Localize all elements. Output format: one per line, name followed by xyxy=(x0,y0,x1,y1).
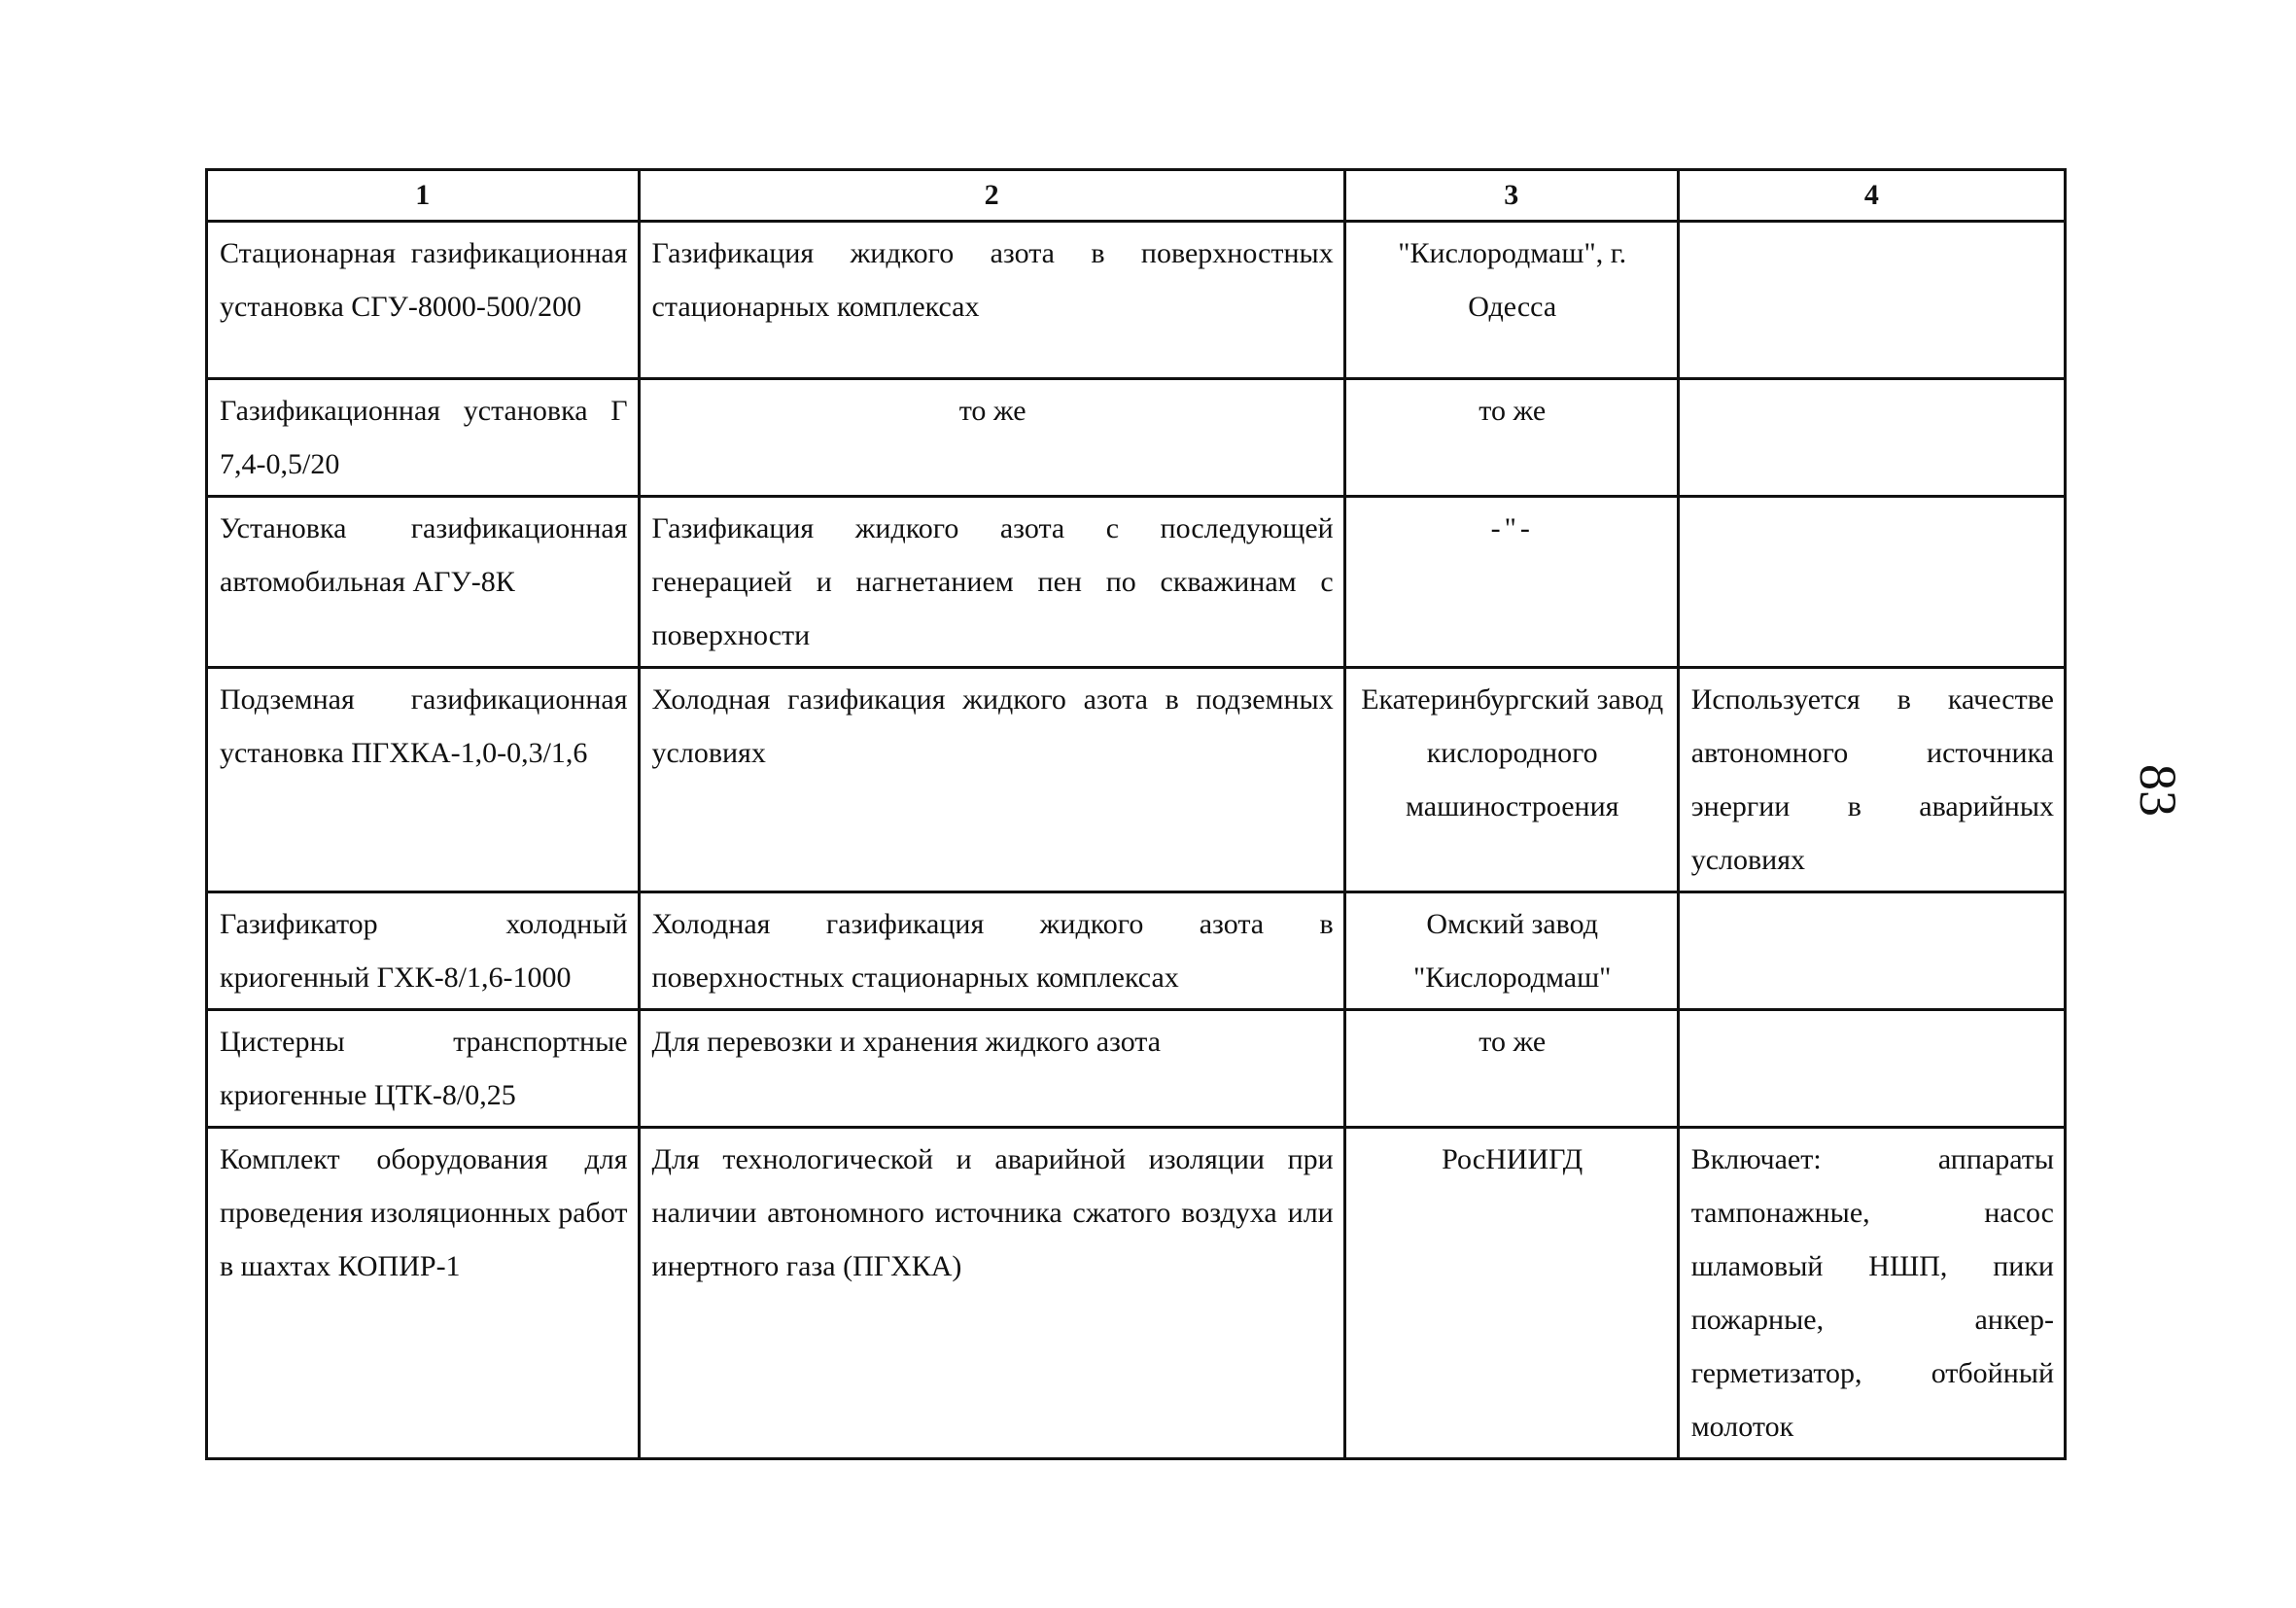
table-row xyxy=(207,1010,2066,1128)
equipment-name: Подземная газификационная установка ПГХКА-1,0-0,3/1,6 xyxy=(207,668,640,892)
equipment-manufacturer: то же xyxy=(1344,1010,1678,1128)
equipment-name: Цистерны транспортные криогенные ЦТК-8/0,25 xyxy=(207,1010,640,1128)
equipment-purpose: Холодная газификация жидкого азота в подземных условиях xyxy=(639,668,1344,892)
table-row xyxy=(207,379,2066,497)
equipment-name: Установка газификационная автомобильная АГУ-8К xyxy=(207,497,640,668)
equipment-note: Используется в качестве автономного источника энергии в аварийных условиях xyxy=(1678,668,2065,892)
column-header-1: 1 xyxy=(207,170,640,222)
table-header-row xyxy=(207,170,2066,222)
equipment-purpose: Для технологической и аварийной изоляции при наличии автономного источника сжатого воздуха или инертного газа (ПГХКА) xyxy=(639,1128,1344,1459)
equipment-manufacturer: -"- xyxy=(1344,497,1678,668)
equipment-name: Газификатор холодный криогенный ГХК-8/1,6-1000 xyxy=(207,892,640,1010)
equipment-note xyxy=(1678,379,2065,497)
column-header-2: 2 xyxy=(639,170,1344,222)
equipment-manufacturer: Омский завод "Кислородмаш" xyxy=(1344,892,1678,1010)
equipment-note xyxy=(1678,222,2065,379)
equipment-manufacturer: РосНИИГД xyxy=(1344,1128,1678,1459)
table-row xyxy=(207,1128,2066,1459)
column-header-4: 4 xyxy=(1678,170,2065,222)
page-number: 83 xyxy=(2129,764,2187,817)
document-sheet xyxy=(205,168,2067,1460)
equipment-purpose: Газификация жидкого азота с последующей генерацией и нагнетанием пен по скважинам с поверхности xyxy=(639,497,1344,668)
equipment-name: Комплект оборудования для проведения изоляционных работ в шахтах КОПИР-1 xyxy=(207,1128,640,1459)
equipment-name: Газификационная установка Г 7,4-0,5/20 xyxy=(207,379,640,497)
equipment-manufacturer: Екатеринбургский завод кислородного машиностроения xyxy=(1344,668,1678,892)
equipment-name: Стационарная газификационная установка СГУ-8000-500/200 xyxy=(207,222,640,379)
table-row xyxy=(207,892,2066,1010)
equipment-note xyxy=(1678,1010,2065,1128)
equipment-purpose: то же xyxy=(639,379,1344,497)
equipment-manufacturer: то же xyxy=(1344,379,1678,497)
equipment-purpose: Газификация жидкого азота в поверхностных стационарных комплексах xyxy=(639,222,1344,379)
table-row xyxy=(207,222,2066,379)
equipment-purpose: Для перевозки и хранения жидкого азота xyxy=(639,1010,1344,1128)
column-header-3: 3 xyxy=(1344,170,1678,222)
equipment-table xyxy=(205,168,2067,1460)
equipment-note: Включает: аппараты тампонажные, насос шламовый НШП, пики пожарные, анкер-герметизатор, отбойный молоток xyxy=(1678,1128,2065,1459)
equipment-manufacturer: "Кислородмаш", г. Одесса xyxy=(1344,222,1678,379)
table-row xyxy=(207,668,2066,892)
table-row xyxy=(207,497,2066,668)
equipment-note xyxy=(1678,892,2065,1010)
equipment-note xyxy=(1678,497,2065,668)
equipment-purpose: Холодная газификация жидкого азота в поверхностных стационарных комплексах xyxy=(639,892,1344,1010)
